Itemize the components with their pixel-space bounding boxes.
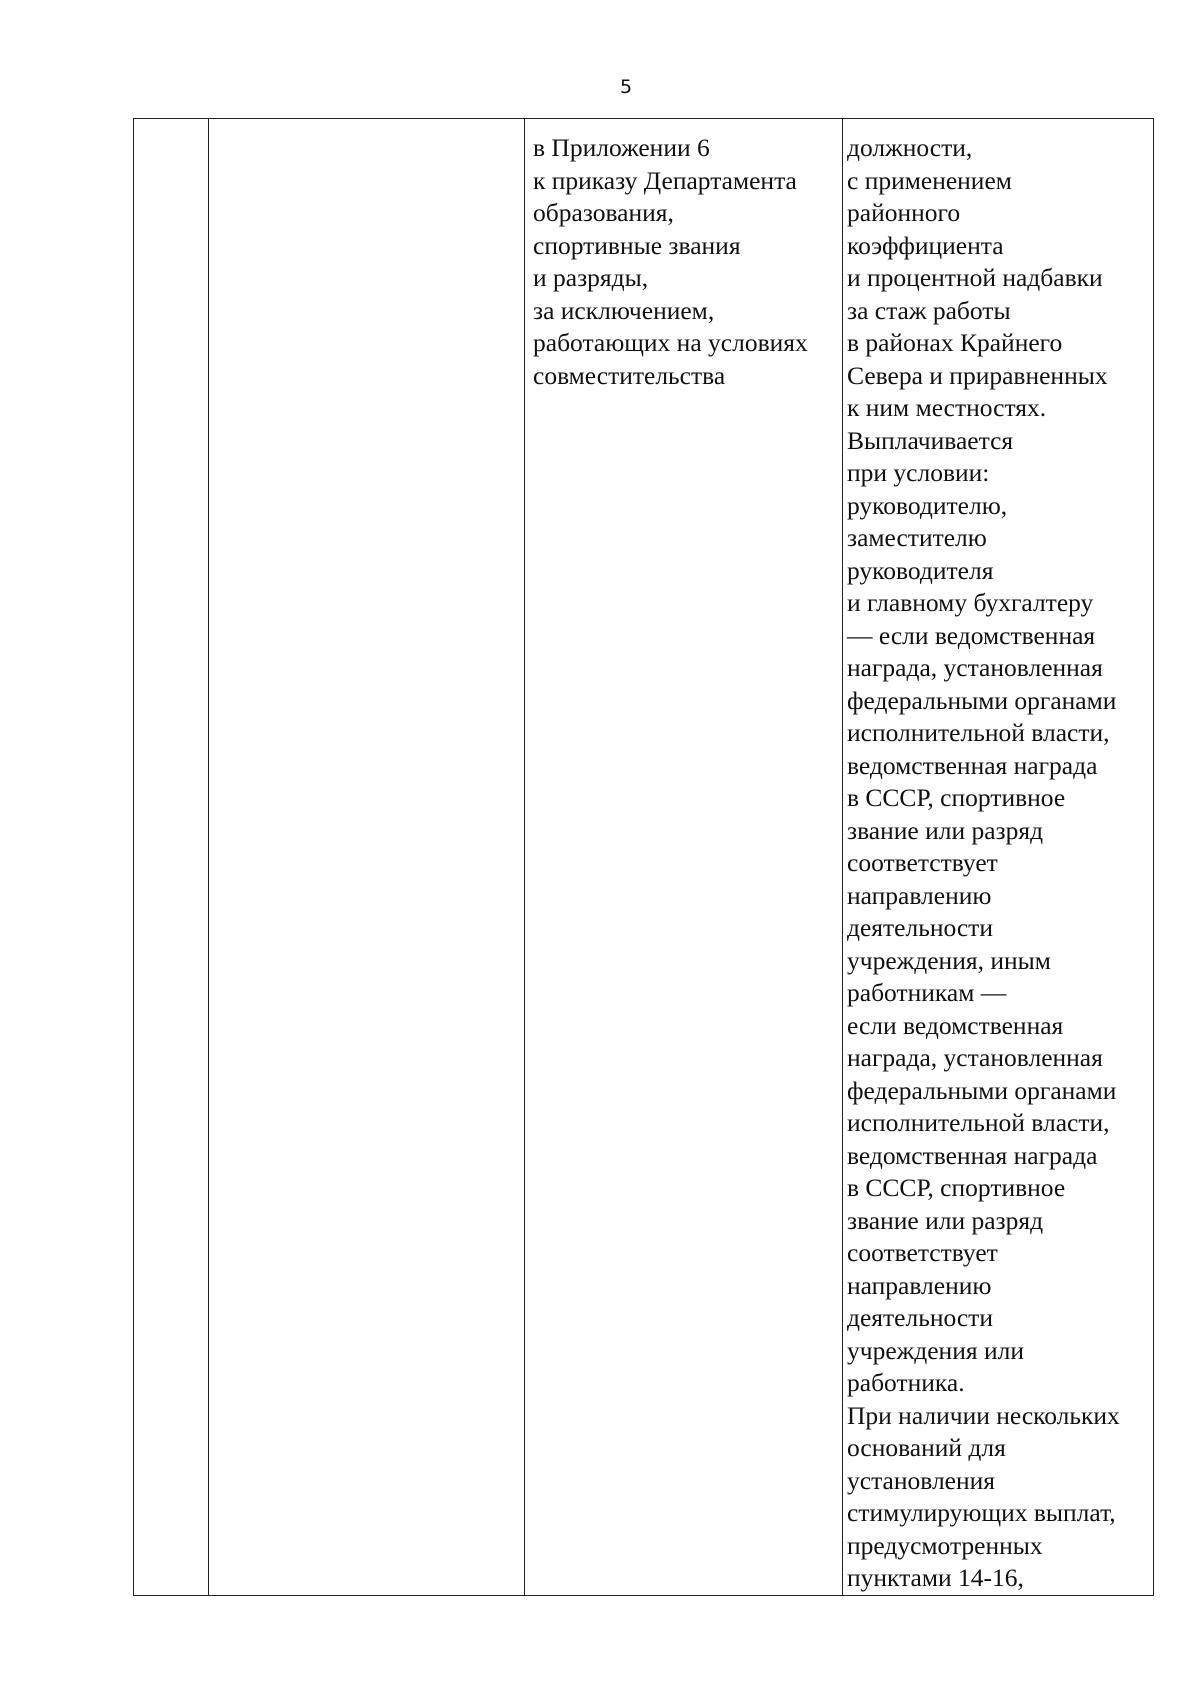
text-line: стимулирующих выплат, bbox=[847, 1498, 1116, 1527]
text-line: руководителя bbox=[847, 555, 994, 585]
text-line: звание или разряд bbox=[847, 1205, 1044, 1235]
text-line: пунктами 14-16, bbox=[847, 1563, 1024, 1592]
page-number: 5 bbox=[620, 76, 633, 98]
text-line: с применением bbox=[847, 165, 1012, 195]
text-line: коэффициента bbox=[847, 230, 1004, 260]
text-line: направлению bbox=[847, 880, 992, 910]
text-line: в СССР, спортивное bbox=[847, 1173, 1066, 1202]
text-line: если ведомственная bbox=[847, 1010, 1064, 1040]
text-line: и процентной надбавки bbox=[847, 263, 1103, 292]
text-line: награда, установленная bbox=[847, 653, 1103, 682]
text-line: к ним местностях. bbox=[847, 393, 1047, 422]
text-line: в районах Крайнего bbox=[847, 328, 1063, 357]
text-line: и главному бухгалтеру bbox=[847, 588, 1094, 617]
text-line: спортивные звания bbox=[533, 230, 741, 260]
text-line: при условии: bbox=[847, 458, 990, 487]
text-line: в Приложении 6 bbox=[533, 133, 710, 162]
text-line: федеральными органами bbox=[847, 685, 1117, 715]
text-line: При наличии нескольких bbox=[847, 1400, 1120, 1430]
table-cell-col4 bbox=[843, 119, 1154, 1596]
text-line: звание или разряд bbox=[847, 815, 1044, 845]
text-line: соответствует bbox=[847, 848, 998, 877]
text-line: районного bbox=[847, 198, 961, 227]
text-line: учреждения, иным bbox=[847, 945, 1051, 975]
text-line: предусмотренных bbox=[847, 1530, 1043, 1560]
text-line: установления bbox=[847, 1465, 996, 1495]
col3-text bbox=[525, 119, 842, 392]
text-line: направлению bbox=[847, 1270, 992, 1300]
text-line: соответствует bbox=[847, 1238, 998, 1267]
text-line: исполнительной власти, bbox=[847, 718, 1110, 747]
col4-text bbox=[843, 119, 1153, 1595]
text-line: оснований для bbox=[847, 1433, 1006, 1462]
text-line: руководителю, bbox=[847, 490, 1008, 520]
text-line: — если ведомственная bbox=[847, 620, 1096, 650]
text-line: деятельности bbox=[847, 913, 993, 942]
text-line: Севера и приравненных bbox=[847, 360, 1108, 390]
text-line: к приказу Департамента bbox=[533, 165, 797, 195]
text-line: образования, bbox=[533, 198, 674, 227]
table-cell-col3 bbox=[525, 119, 843, 1596]
text-line: работника. bbox=[847, 1368, 965, 1397]
text-line: за стаж работы bbox=[847, 295, 1011, 325]
text-line: заместителю bbox=[847, 523, 987, 552]
text-line: совместительства bbox=[533, 360, 726, 390]
table-row bbox=[134, 119, 1154, 1596]
text-line: федеральными органами bbox=[847, 1075, 1117, 1105]
text-line: учреждения или bbox=[847, 1335, 1024, 1365]
text-line: ведомственная награда bbox=[847, 1140, 1098, 1170]
text-line: деятельности bbox=[847, 1303, 993, 1332]
table-cell-col1 bbox=[134, 119, 209, 1596]
text-line: награда, установленная bbox=[847, 1043, 1103, 1072]
text-line: Выплачивается bbox=[847, 425, 1014, 455]
text-line: ведомственная награда bbox=[847, 750, 1098, 780]
text-line: в СССР, спортивное bbox=[847, 783, 1066, 812]
text-line: должности, bbox=[847, 133, 973, 162]
table-cell-col2 bbox=[209, 119, 525, 1596]
text-line: работающих на условиях bbox=[533, 328, 808, 357]
text-line: исполнительной власти, bbox=[847, 1108, 1110, 1137]
text-line: работникам — bbox=[847, 978, 1007, 1007]
text-line: за исключением, bbox=[533, 295, 715, 325]
document-table bbox=[133, 118, 1154, 1596]
text-line: и разряды, bbox=[533, 263, 649, 292]
